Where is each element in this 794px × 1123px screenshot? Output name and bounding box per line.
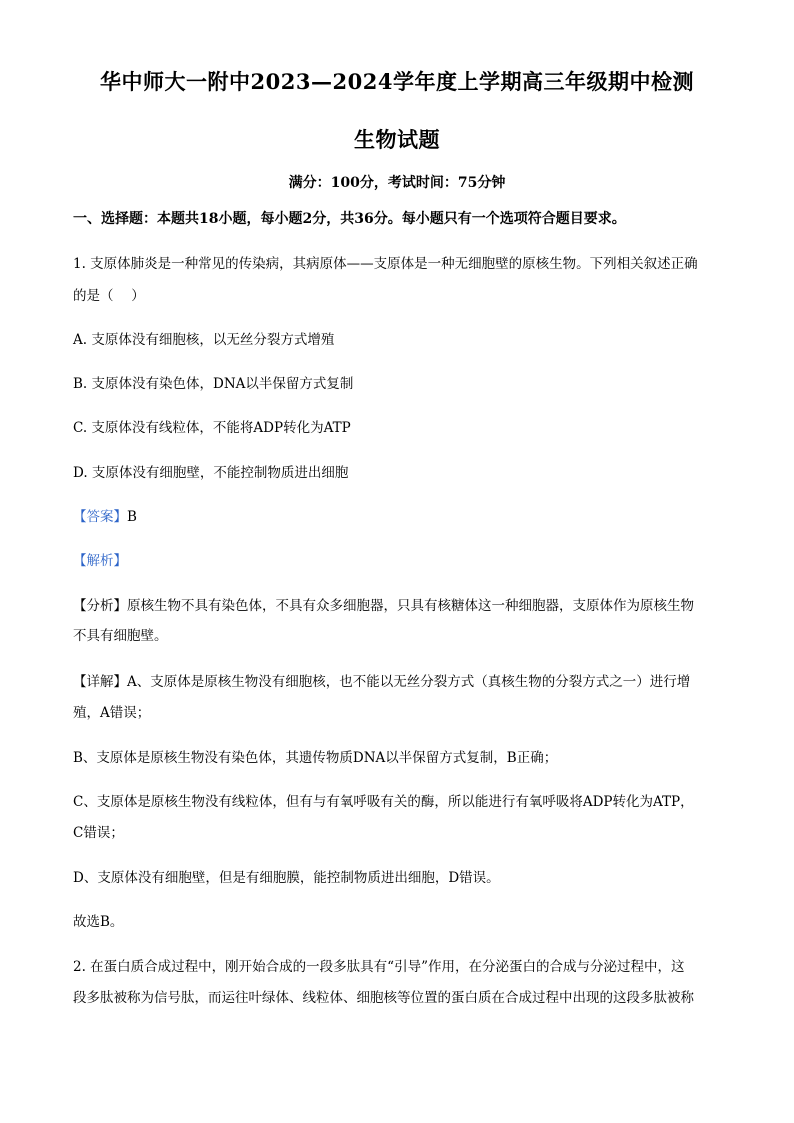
question-2-stem-line-2: 段多肽被称为信号肽，而运往叶绿体、线粒体、细胞核等位置的蛋白质在合成过程中出现的这段多肽被称 xyxy=(73,990,694,1006)
question-1-stem-line-2: 的是（ ） xyxy=(73,288,145,304)
question-1-option-b: B. 支原体没有染色体，DNA以半保留方式复制 xyxy=(73,376,354,392)
page-title: 华中师大一附中2023—2024学年度上学期高三年级期中检测 xyxy=(100,69,694,94)
page-subtitle: 生物试题 xyxy=(354,127,440,152)
xiangjie-text-1: A、支原体是原核生物没有细胞核，也不能以无丝分裂方式（真核生物的分裂方式之一）进行增 xyxy=(127,674,691,690)
analysis-row xyxy=(73,551,733,571)
question-1-stem-line-1: 1. 支原体肺炎是一种常见的传染病，其病原体——支原体是一种无细胞壁的原核生物。下列相关叙述正确 xyxy=(73,256,698,272)
question-2-stem-line-1: 2. 在蛋白质合成过程中，刚开始合成的一段多肽具有“引导”作用，在分泌蛋白的合成与分泌过程中，这 xyxy=(73,959,685,975)
answer-tag: 【答案】 xyxy=(73,509,127,525)
analysis-tag: 【解析】 xyxy=(73,553,127,569)
xiangjie-tag: 【详解】 xyxy=(73,674,127,690)
fenxi-text-1: 原核生物不具有染色体，不具有众多细胞器，只具有核糖体这一种细胞器，支原体作为原核生物 xyxy=(127,598,694,614)
explanation-c-line-1: C、支原体是原核生物没有线粒体，但有与有氧呼吸有关的酶，所以能进行有氧呼吸将ADP转化为ATP， xyxy=(73,794,694,810)
section-heading: 一、选择题：本题共18小题，每小题2分，共36分。每小题只有一个选项符合题目要求。 xyxy=(73,211,626,227)
question-1-option-d: D. 支原体没有细胞壁，不能控制物质进出细胞 xyxy=(73,465,349,481)
explanation-c-line-2: C错误； xyxy=(73,825,124,841)
exam-info: 满分：100分，考试时间：75分钟 xyxy=(288,175,506,191)
question-1-option-a: A. 支原体没有细胞核，以无丝分裂方式增殖 xyxy=(73,332,335,348)
explanation-d: D、支原体没有细胞壁，但是有细胞膜，能控制物质进出细胞，D错误。 xyxy=(73,870,500,886)
answer-value: B xyxy=(127,509,137,525)
fenxi-line-2: 不具有细胞壁。 xyxy=(73,628,168,644)
explanation-b: B、支原体是原核生物没有染色体，其遗传物质DNA以半保留方式复制，B正确； xyxy=(73,750,558,766)
answer-row xyxy=(73,507,733,527)
conclusion: 故选B。 xyxy=(73,914,124,930)
xiangjie-line-1 xyxy=(73,672,733,692)
fenxi-line-1 xyxy=(73,596,733,616)
fenxi-tag: 【分析】 xyxy=(73,598,127,614)
xiangjie-line-2: 殖，A错误； xyxy=(73,705,151,721)
question-1-option-c: C. 支原体没有线粒体，不能将ADP转化为ATP xyxy=(73,420,351,436)
